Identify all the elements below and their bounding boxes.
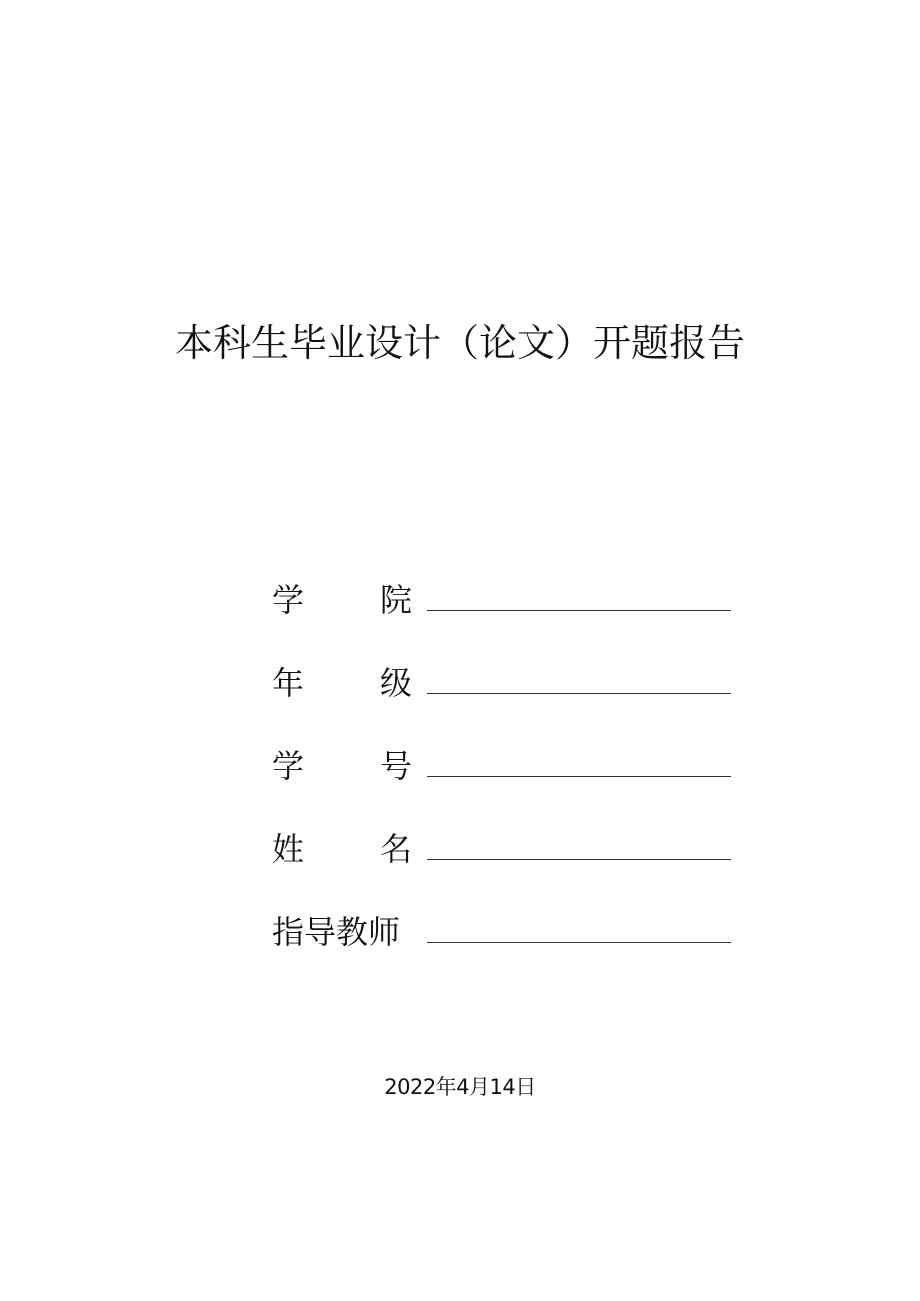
field-advisor-label-text: 指导教师	[272, 913, 401, 951]
field-name-label-char-2: 名	[380, 830, 413, 868]
cover-fields	[272, 570, 742, 985]
field-grade-label-char-2: 级	[380, 664, 413, 702]
page-title: 本科生毕业设计（论文）开题报告	[174, 321, 745, 366]
field-grade	[272, 653, 742, 736]
field-grade-blank[interactable]	[427, 693, 731, 694]
field-student-id	[272, 736, 742, 819]
field-student-id-label-char-1: 学	[272, 747, 305, 785]
field-college-blank[interactable]	[427, 610, 731, 611]
field-advisor	[272, 902, 742, 985]
field-name	[272, 819, 742, 902]
field-student-id-blank[interactable]	[427, 776, 731, 777]
field-college-label-char-2: 院	[380, 581, 413, 619]
field-college	[272, 570, 742, 653]
field-college-label	[272, 578, 412, 622]
field-college-label-char-1: 学	[272, 581, 305, 619]
field-advisor-label	[272, 910, 412, 954]
field-name-label-char-1: 姓	[272, 830, 305, 868]
field-grade-label-char-1: 年	[272, 664, 305, 702]
report-date: 2022年4月14日	[384, 1075, 536, 1099]
field-student-id-label	[272, 744, 412, 788]
field-student-id-label-char-2: 号	[380, 747, 413, 785]
field-name-label	[272, 827, 412, 871]
field-name-blank[interactable]	[427, 859, 731, 860]
field-grade-label	[272, 661, 412, 705]
field-advisor-blank[interactable]	[427, 942, 731, 943]
